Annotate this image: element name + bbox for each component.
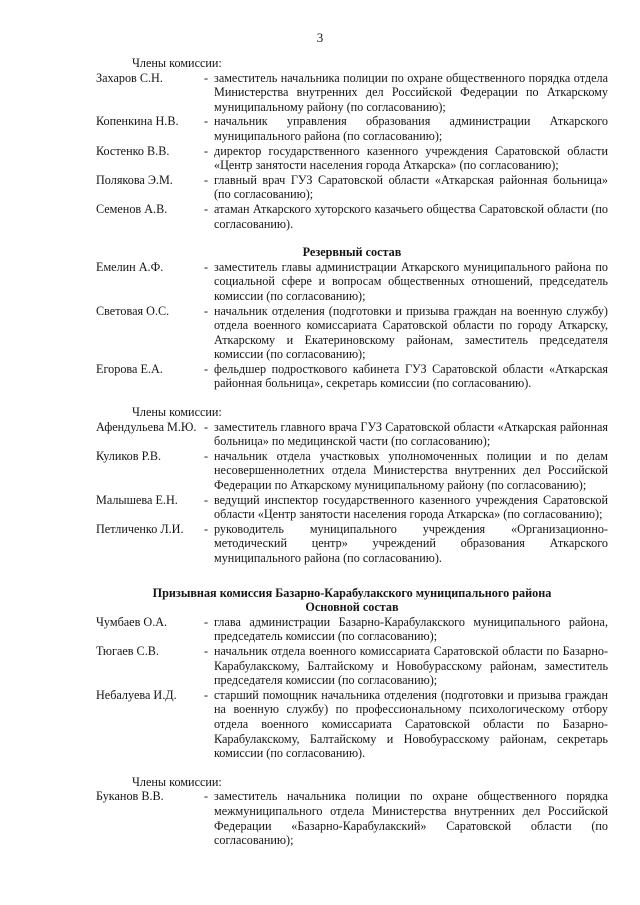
dash: - [204,687,209,702]
member-name: Костенко В.В. [96,143,170,158]
list-item [96,173,608,202]
list-item [96,260,608,304]
member-name: Емелин А.Ф. [96,259,164,274]
document-body [96,56,608,848]
dash: - [204,303,209,318]
member-position: фельдшер подросткового кабинета ГУЗ Саратовской области «Аткарская районная больница», секретарь комиссии (по согласованию). [214,361,608,391]
member-name: Буканов В.В. [96,789,164,804]
dash: - [204,614,209,629]
dash: - [204,70,209,85]
member-position: заместитель начальника полиции по охране общественного порядка отдела Министерства внутренних дел Российской Федерации по Аткарскому муниципальному району (по согласованию); [214,70,608,114]
dash: - [204,643,209,658]
member-position: заместитель главы администрации Аткарского муниципального района по социальной сфере и вопросам общественных отношений, председатель комиссии (по согласованию); [214,259,608,303]
member-position: заместитель начальника полиции по охране общественного порядка межмуниципального отдела Министерства внутренних дел Российской Федерации «Базарно-Карабулакский» Саратовской области (по согласованию); [214,789,608,848]
list-item [96,449,608,493]
member-name: Малышева Е.Н. [96,492,178,507]
member-position: руководитель муниципального учреждения «Организационно-методический центр» учреждений образования Аткарского муниципального района (по согласованию). [214,521,608,565]
member-name: Тюгаев С.В. [96,643,159,658]
list-item [96,144,608,173]
member-position: главный врач ГУЗ Саратовской области «Аткарская районная больница» (по согласованию); [214,172,608,202]
member-position: ведущий инспектор государственного казенного учреждения Саратовской области «Центр занятости населения города Аткарска» (по согласованию); [214,492,608,522]
member-name: Световая О.С. [96,303,170,318]
list-item [96,789,608,847]
list-item [96,362,608,391]
member-name: Чумбаев О.А. [96,614,168,629]
list-item [96,522,608,566]
members-label: Члены комиссии: [132,56,222,70]
dash: - [204,789,209,804]
dash: - [204,448,209,463]
dash: - [204,114,209,129]
dash: - [204,172,209,187]
section-heading: Резервный состав [302,245,402,260]
member-name: Петличенко Л.И. [96,521,184,536]
dash: - [204,201,209,216]
dash: - [204,419,209,434]
member-position: начальник отделения (подготовки и призыва граждан на военную службу) отдела военного комиссариата Саратовской области по городу Аткарску, Аткарскому и Екатериновскому районам, заместитель председателя комиссии (по согласованию); [214,303,608,362]
member-name: Копенкина Н.В. [96,114,179,129]
member-name: Полякова Э.М. [96,172,173,187]
member-name: Захаров С.Н. [96,70,163,85]
list-item [96,644,608,688]
member-name: Егорова Е.А. [96,361,163,376]
list-item [96,114,608,143]
member-position: начальник управления образования администрации Аткарского муниципального района (по согласованию); [214,114,608,143]
list-item [96,71,608,115]
page-number: 3 [316,30,324,45]
list-item [96,493,608,522]
member-name: Афендульева М.Ю. [96,419,197,434]
member-name: Небалуева И.Д. [96,687,177,702]
member-position: старший помощник начальника отделения (подготовки и призыва граждан на военную службу) по профессиональному психологическому отбору отдела военного комиссариата Саратовской области по Базарно-Карабулакскому, Балтайскому и Новобурасскому районам, секретарь комиссии (по согласованию). [214,687,608,761]
list-item [96,615,608,644]
list-item [96,688,608,761]
member-position: глава администрации Базарно-Карабулакского муниципального района, председатель комиссии (по согласованию); [214,614,608,644]
section-heading: Призывная комиссия Базарно-Карабулакского муниципального района [152,585,552,600]
member-position: заместитель главного врача ГУЗ Саратовской области «Аткарская районная больница» по медицинской части (по согласованию); [214,419,608,449]
member-position: директор государственного казенного учреждения Саратовской области «Центр занятости населения города Аткарска» (по согласованию); [214,143,608,173]
member-name: Куликов Р.В. [96,448,162,463]
dash: - [204,143,209,158]
list-item [96,304,608,362]
section-subheading: Основной состав [305,600,399,615]
dash: - [204,492,209,507]
dash: - [204,259,209,274]
member-position: начальник отдела военного комиссариата Саратовской области по Базарно-Карабулакскому, Балтайскому и Новобурасскому районам, заместитель председателя комиссии (по согласованию); [214,643,608,688]
members-label: Члены комиссии: [132,405,222,420]
member-position: начальник отдела участковых уполномоченных полиции и по делам несовершеннолетних отдела Министерства внутренних дел Российской Федерации по Аткарскому муниципальному району (по согласованию); [214,448,608,493]
dash: - [204,521,209,536]
member-position: атаман Аткарского хуторского казачьего общества Саратовской области (по согласованию). [214,201,608,231]
dash: - [204,361,209,376]
member-name: Семенов А.В. [96,201,168,216]
list-item [96,420,608,449]
list-item [96,202,608,231]
members-label: Члены комиссии: [132,774,222,789]
